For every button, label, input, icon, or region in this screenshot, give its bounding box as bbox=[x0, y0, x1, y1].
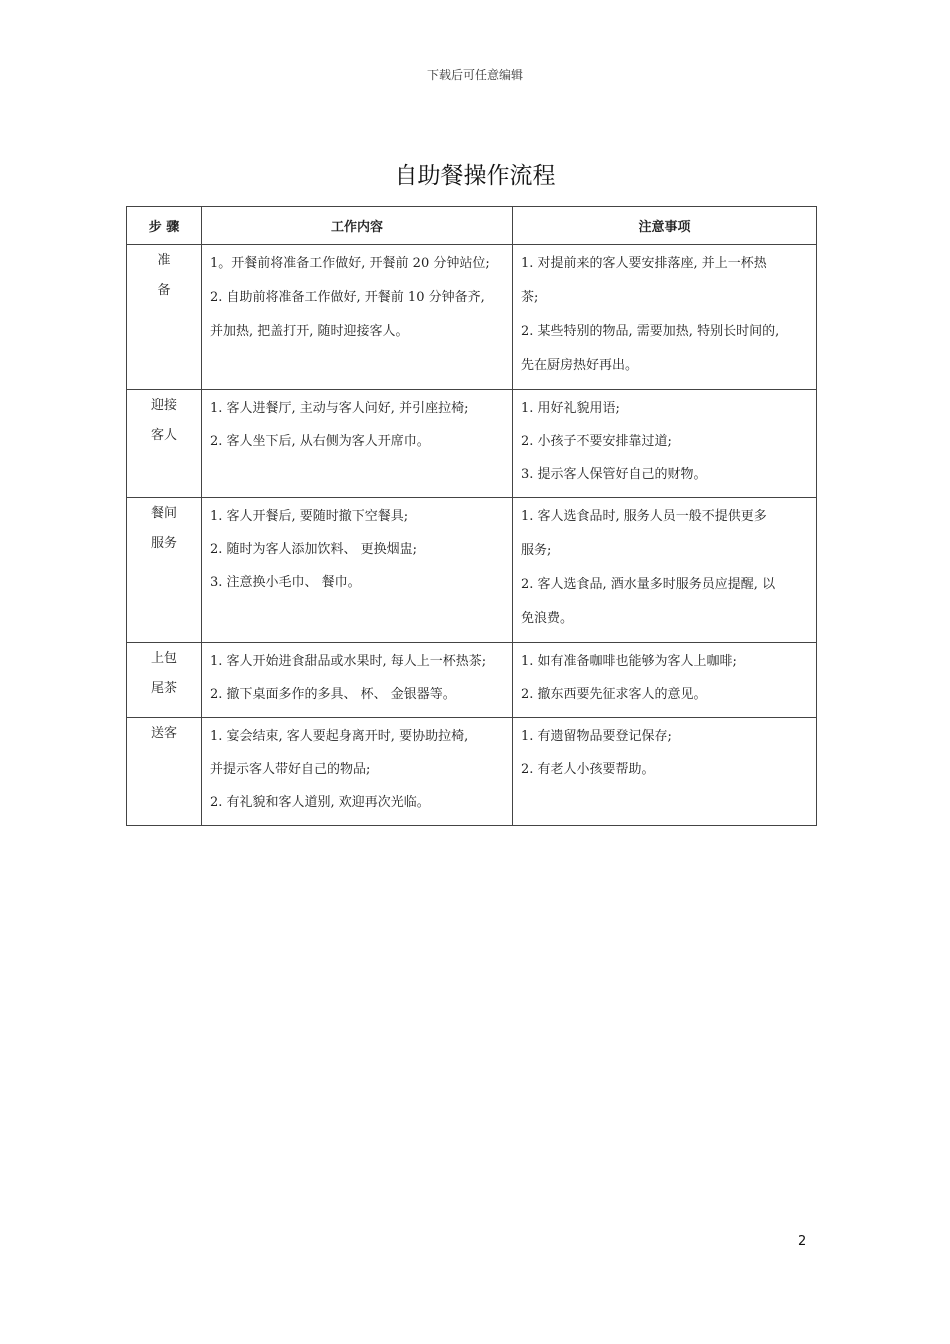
note-line: 2. 有老人小孩要帮助。 bbox=[521, 762, 655, 777]
step-label: 上包 bbox=[150, 651, 177, 666]
procedure-table bbox=[126, 206, 817, 826]
note-line: 1. 用好礼貌用语; bbox=[521, 401, 620, 416]
step-cell bbox=[127, 498, 202, 643]
work-line: 并提示客人带好自己的物品; bbox=[210, 762, 371, 777]
step-cell bbox=[127, 718, 202, 826]
work-line: 3. 注意换小毛巾、 餐巾。 bbox=[210, 575, 361, 590]
note-line: 2. 某些特别的物品, 需要加热, 特别长时间的, bbox=[521, 324, 780, 339]
note-line: 2. 小孩子不要安排靠过道; bbox=[521, 434, 672, 449]
note-line: 1. 如有准备咖啡也能够为客人上咖啡; bbox=[521, 654, 737, 669]
notes-cell bbox=[513, 245, 817, 390]
step-cell bbox=[127, 390, 202, 498]
step-label: 送客 bbox=[150, 726, 177, 741]
notes-cell bbox=[513, 643, 817, 718]
work-line: 1. 客人进餐厅, 主动与客人问好, 并引座拉椅; bbox=[210, 401, 469, 416]
table-row bbox=[127, 718, 817, 826]
note-line: 1. 有遗留物品要登记保存; bbox=[521, 729, 672, 744]
notes-cell bbox=[513, 390, 817, 498]
step-label: 尾茶 bbox=[150, 681, 177, 696]
work-line: 2. 有礼貌和客人道别, 欢迎再次光临。 bbox=[210, 795, 430, 810]
work-line: 2. 自助前将准备工作做好, 开餐前 10 分钟备齐, bbox=[210, 290, 485, 305]
work-line: 2. 客人坐下后, 从右侧为客人开席巾。 bbox=[210, 434, 430, 449]
table-header-row bbox=[127, 207, 817, 245]
work-line: 1. 客人开始进食甜品或水果时, 每人上一杯热茶; bbox=[210, 654, 487, 669]
header-step: 步 骤 bbox=[127, 207, 202, 245]
note-line: 2. 客人选食品, 酒水量多时服务员应提醒, 以 bbox=[521, 577, 776, 592]
table-row bbox=[127, 498, 817, 643]
work-line: 2. 撤下桌面多作的多具、 杯、 金银器等。 bbox=[210, 687, 456, 702]
step-label: 备 bbox=[157, 283, 171, 298]
step-label: 服务 bbox=[150, 536, 177, 551]
notes-cell bbox=[513, 718, 817, 826]
work-cell bbox=[202, 498, 513, 643]
step-label: 餐间 bbox=[150, 506, 177, 521]
table-row bbox=[127, 643, 817, 718]
work-line: 并加热, 把盖打开, 随时迎接客人。 bbox=[210, 324, 409, 339]
work-cell bbox=[202, 390, 513, 498]
step-label: 客人 bbox=[150, 428, 177, 443]
header-work-content: 工作内容 bbox=[202, 207, 513, 245]
step-cell bbox=[127, 643, 202, 718]
step-cell bbox=[127, 245, 202, 390]
note-line: 2. 撤东西要先征求客人的意见。 bbox=[521, 687, 707, 702]
note-line: 3. 提示客人保管好自己的财物。 bbox=[521, 467, 707, 482]
work-line: 1. 客人开餐后, 要随时撤下空餐具; bbox=[210, 509, 409, 524]
notes-cell bbox=[513, 498, 817, 643]
step-label: 准 bbox=[157, 253, 171, 268]
page-number: 2 bbox=[798, 1234, 807, 1249]
work-cell bbox=[202, 245, 513, 390]
step-label: 迎接 bbox=[150, 398, 177, 413]
work-line: 1. 宴会结束, 客人要起身离开时, 要协助拉椅, bbox=[210, 729, 469, 744]
note-line: 1. 对提前来的客人要安排落座, 并上一杯热 bbox=[521, 256, 767, 271]
note-line: 免浪费。 bbox=[521, 611, 574, 626]
header-watermark: 下载后可任意编辑 bbox=[426, 68, 523, 82]
note-line: 服务; bbox=[521, 543, 552, 558]
work-cell bbox=[202, 718, 513, 826]
work-line: 1。开餐前将准备工作做好, 开餐前 20 分钟站位; bbox=[210, 256, 490, 271]
header-notes: 注意事项 bbox=[513, 207, 817, 245]
note-line: 1. 客人选食品时, 服务人员一般不提供更多 bbox=[521, 509, 767, 524]
work-line: 2. 随时为客人添加饮料、 更换烟盅; bbox=[210, 542, 418, 557]
work-cell bbox=[202, 643, 513, 718]
note-line: 茶; bbox=[521, 290, 539, 305]
note-line: 先在厨房热好再出。 bbox=[521, 358, 639, 373]
page-title: 自助餐操作流程 bbox=[394, 163, 556, 189]
table-row bbox=[127, 390, 817, 498]
table-row bbox=[127, 245, 817, 390]
